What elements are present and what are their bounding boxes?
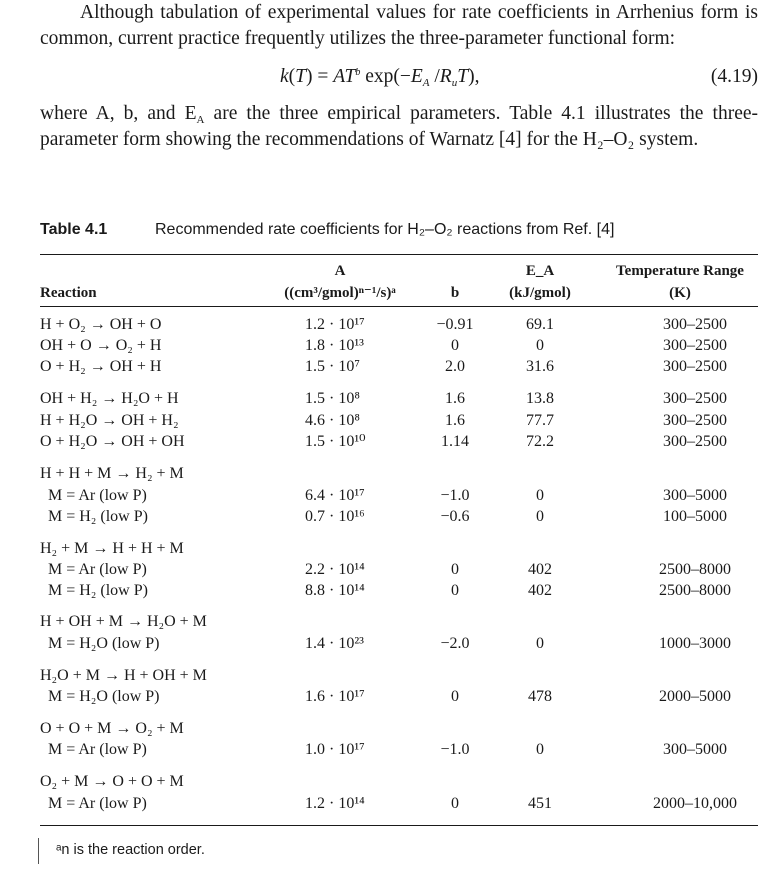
table-row-ea: 402 — [528, 582, 552, 599]
table-row-a: 1.5 · 10⁸ — [305, 390, 360, 407]
table-row-temp: 2000–10,000 — [653, 795, 737, 812]
table-row-reaction: O + H₂O → OH + OH — [40, 433, 185, 450]
table-row-reaction: M = Ar (low P) — [48, 741, 147, 758]
header-ea-bottom: (kJ/gmol) — [509, 285, 571, 301]
table-bottom-rule — [40, 825, 758, 826]
table-row-b: 1.6 — [445, 412, 465, 429]
table-row-reaction: O₂ + M → O + O + M — [40, 773, 184, 790]
table-row-b: 0 — [451, 582, 459, 599]
table-row-a: 1.0 · 10¹⁷ — [305, 741, 365, 758]
table-row-reaction: O + H₂ → OH + H — [40, 358, 162, 375]
table-row-temp: 300–2500 — [663, 390, 727, 407]
table-header-rule — [40, 306, 758, 307]
footnote-text: ᵃn is the reaction order. — [56, 842, 205, 858]
table-row-temp: 300–2500 — [663, 412, 727, 429]
table-row-ea: 0 — [536, 741, 544, 758]
table-row-a: 1.5 · 10¹⁰ — [305, 433, 366, 450]
table-row-b: −0.91 — [436, 316, 474, 333]
table-row-a: 1.2 · 10¹⁷ — [305, 316, 365, 333]
table-row-reaction: H + H + M → H₂ + M — [40, 465, 184, 482]
after-text-pre: where A, b, and E — [40, 103, 197, 124]
table-row-reaction: H + OH + M → H₂O + M — [40, 613, 207, 630]
table-row-a: 1.5 · 10⁷ — [305, 358, 360, 375]
table-row-ea: 0 — [536, 337, 544, 354]
table-row-a: 0.7 · 10¹⁶ — [305, 508, 365, 525]
table-row-a: 2.2 · 10¹⁴ — [305, 561, 365, 578]
equation-block — [40, 66, 758, 92]
table-row-a: 4.6 · 10⁸ — [305, 412, 360, 429]
table-row-ea: 0 — [536, 508, 544, 525]
table-row-temp: 300–2500 — [663, 433, 727, 450]
table-row-ea: 72.2 — [526, 433, 554, 450]
table-row-reaction: M = H₂O (low P) — [48, 688, 160, 705]
table-row-temp: 100–5000 — [663, 508, 727, 525]
table-row-reaction: M = H₂O (low P) — [48, 635, 160, 652]
header-b: b — [450, 285, 460, 301]
table-row-temp: 300–5000 — [663, 741, 727, 758]
table-row-reaction: M = Ar (low P) — [48, 487, 147, 504]
after-text-post: are the three empirical parameters. Table 4.1 illustrates the three-parameter form showing the recommendations of Warnatz [4] for the H₂–O₂ system. — [40, 103, 758, 150]
table-row-reaction: M = Ar (low P) — [48, 561, 147, 578]
header-ea — [495, 260, 585, 304]
table-row-temp: 300–2500 — [663, 358, 727, 375]
table-row-b: 1.14 — [441, 433, 469, 450]
table-row-b: 0 — [451, 337, 459, 354]
header-a-top: A — [334, 263, 346, 279]
header-temp — [600, 260, 760, 304]
table-row-reaction: M = H₂ (low P) — [48, 582, 148, 599]
table-row-temp: 300–2500 — [663, 316, 727, 333]
rate-table — [40, 254, 758, 826]
table-row-temp: 300–2500 — [663, 337, 727, 354]
table-row-reaction: H + O₂ → OH + O — [40, 316, 162, 333]
footnote-bar — [38, 838, 39, 864]
table-row-a: 8.8 · 10¹⁴ — [305, 582, 365, 599]
table-row-reaction: M = Ar (low P) — [48, 795, 147, 812]
header-temp-top: Temperature Range — [616, 263, 744, 279]
table-row-ea: 0 — [536, 635, 544, 652]
table-row-a: 1.8 · 10¹³ — [305, 337, 364, 354]
table-row-ea: 69.1 — [526, 316, 554, 333]
table-row-b: 0 — [451, 795, 459, 812]
table-row-b: −1.0 — [440, 741, 470, 758]
table-label: Table 4.1 — [40, 221, 108, 238]
header-a-bottom: ((cm³/gmol)ⁿ⁻¹/s)ᵃ — [284, 285, 396, 301]
table-row-reaction: M = H₂ (low P) — [48, 508, 148, 525]
after-text-sub: A — [196, 114, 205, 126]
header-reaction: Reaction — [40, 285, 97, 301]
table-row-temp: 2000–5000 — [659, 688, 731, 705]
table-row-ea: 402 — [528, 561, 552, 578]
table-row-b: −1.0 — [440, 487, 470, 504]
table-row-reaction: O + O + M → O₂ + M — [40, 720, 184, 737]
table-row-a: 1.6 · 10¹⁷ — [305, 688, 365, 705]
table-row-b: −0.6 — [440, 508, 470, 525]
table-row-temp: 2500–8000 — [659, 561, 731, 578]
table-row-ea: 31.6 — [526, 358, 554, 375]
table-caption-text: Recommended rate coefficients for H₂–O₂ reactions from Ref. [4] — [155, 221, 615, 238]
table-row-ea: 77.7 — [526, 412, 554, 429]
table-row-reaction: H₂O + M → H + OH + M — [40, 667, 207, 684]
header-a — [255, 260, 425, 304]
table-row-ea: 478 — [528, 688, 552, 705]
table-top-rule — [40, 254, 758, 255]
table-row-a: 6.4 · 10¹⁷ — [305, 487, 365, 504]
table-row-b: 1.6 — [445, 390, 465, 407]
intro-text: Although tabulation of experimental values for rate coefficients in Arrhenius form is common, current practice frequently utilizes the three-parameter functional form: — [40, 2, 758, 49]
after-paragraph — [40, 101, 758, 153]
intro-paragraph — [40, 0, 758, 52]
table-row-temp: 2500–8000 — [659, 582, 731, 599]
table-row-reaction: OH + O → O₂ + H — [40, 337, 162, 354]
table-row-a: 1.2 · 10¹⁴ — [305, 795, 365, 812]
header-temp-bottom: (K) — [669, 285, 691, 301]
table-row-temp: 300–5000 — [663, 487, 727, 504]
table-row-temp: 1000–3000 — [659, 635, 731, 652]
table-row-ea: 0 — [536, 487, 544, 504]
table-row-a: 1.4 · 10²³ — [305, 635, 364, 652]
table-row-reaction: H + H₂O → OH + H₂ — [40, 412, 179, 429]
table-row-ea: 451 — [528, 795, 552, 812]
table-caption — [40, 221, 615, 239]
table-row-ea: 13.8 — [526, 390, 554, 407]
table-row-b: 0 — [451, 688, 459, 705]
equation-number: (4.19) — [710, 66, 758, 87]
header-ea-top: E_A — [525, 263, 555, 279]
table-row-b: −2.0 — [440, 635, 470, 652]
rate-equation: $k(T) = AT^b$ $\exp(-E_A$ $/R_uT$), — [280, 66, 480, 89]
table-row-reaction: H₂ + M → H + H + M — [40, 540, 184, 557]
table-row-reaction: OH + H₂ → H₂O + H — [40, 390, 179, 407]
table-row-b: 0 — [451, 561, 459, 578]
table-row-b: 2.0 — [445, 358, 465, 375]
